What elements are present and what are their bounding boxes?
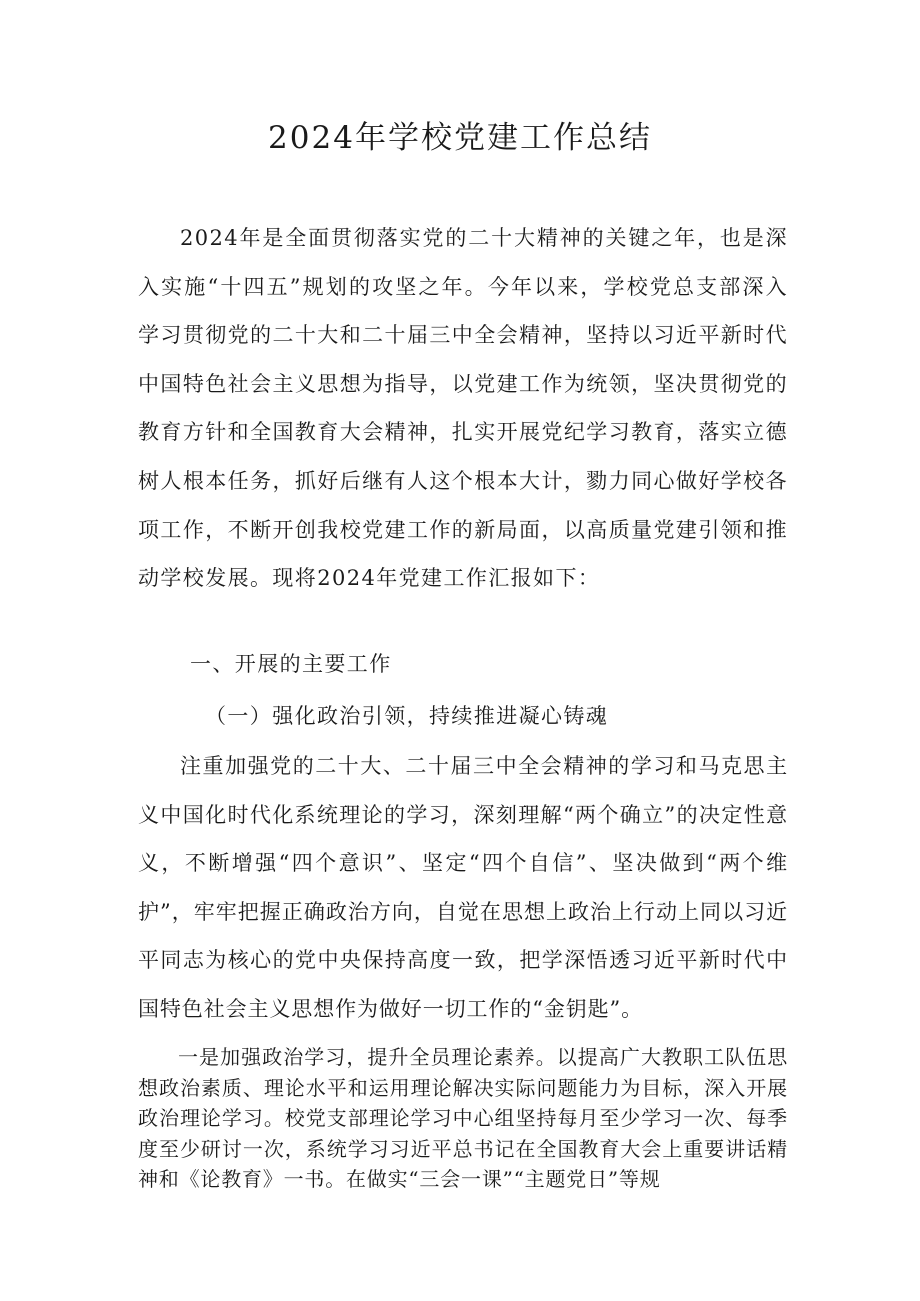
subsection-heading-political-leadership: （一）强化政治引领，持续推进凝心铸魂 <box>205 704 609 728</box>
document-title: 2024年学校党建工作总结 <box>268 120 652 156</box>
section-heading-main-work: 一、开展的主要工作 <box>190 652 392 676</box>
body-paragraph-theory-learning: 一是加强政治学习，提升全员理论素养。以提高广大教职工队伍思想政治素质、理论水平和运用理论解决实际问题能力为目标，深入开展政治理论学习。校党支部理论学习中心组坚持每月至少学习一次、每季度至少研讨一次，系统学习习近平总书记在全国教育大会上重要讲话精神和《论教育》一书。在做实“三会一课”“主题党日”等规 <box>138 1045 788 1191</box>
intro-paragraph: 2024年是全面贯彻落实党的二十大精神的关键之年，也是深入实施“十四五”规划的攻坚之年。今年以来，学校党总支部深入学习贯彻党的二十大和二十届三中全会精神，坚持以习近平新时代中国特色社会主义思想为指导，以党建工作为统领，坚决贯彻党的教育方针和全国教育大会精神，扎实开展党纪学习教育，落实立德树人根本任务，抓好后继有人这个根本大计，勠力同心做好学校各项工作，不断开创我校党建工作的新局面，以高质量党建引领和推动学校发展。现将2024年党建工作汇报如下： <box>138 226 788 591</box>
body-paragraph-political-study: 注重加强党的二十大、二十届三中全会精神的学习和马克思主义中国化时代化系统理论的学习，深刻理解“两个确立”的决定性意义，不断增强“四个意识”、坚定“四个自信”、坚决做到“两个维护”，牢牢把握正确政治方向，自觉在思想上政治上行动上同以习近平同志为核心的党中央保持高度一致，把学深悟透习近平新时代中国特色社会主义思想作为做好一切工作的“金钥匙”。 <box>138 754 788 1021</box>
